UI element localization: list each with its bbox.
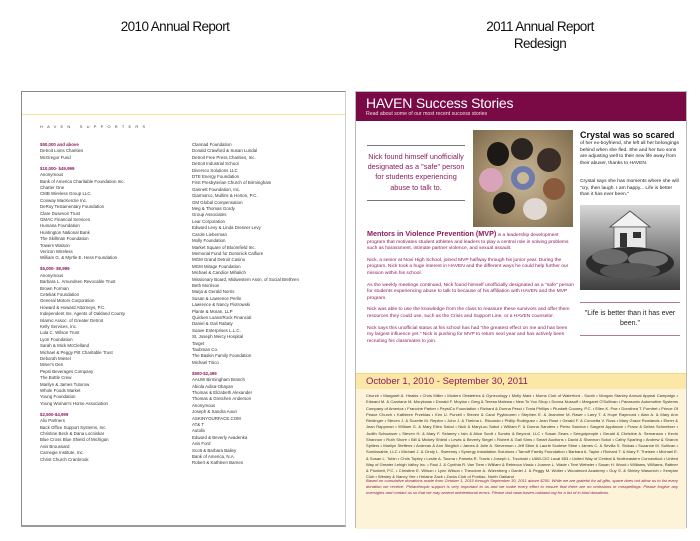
story-paragraph: Nick, a senior at Novi High School, joined MVP halfway through his junior year. During the program, Nick took a huge interest in HAVEN and the different ways he could help further our mission within his school.: [367, 257, 569, 276]
mvp-lead-text: is a leadership development program that motivates student athletes and leaders to play a central role in solving problems such as harassment, intimate partner violence, and sexual assault.: [367, 233, 569, 252]
supporter-name: Sarah & Mick McClelland: [40, 343, 90, 349]
supporter-name: Avis Ford: [192, 441, 211, 447]
supporter-name: Ceteliak Foundation: [40, 291, 80, 297]
supporter-name: GM Global Compensation: [192, 199, 243, 205]
supporter-name: Gannett Foundation, Inc.: [192, 186, 241, 192]
supporter-name: Islamic Assoc. of Greater Detroit: [40, 317, 103, 323]
right-report-title: [450, 18, 630, 52]
supporter-name: The Skillman Foundation: [40, 236, 89, 242]
crystal-story-text: of her ex-boyfriend, she left all her belongings behind when she fled. She and her two sons are adjusting well to their new life away from their abuser, thanks to HAVEN.: [580, 141, 679, 166]
supporter-name: DeRoy Testamentary Foundation: [40, 204, 105, 210]
supporter-name: Robert & Kathleen Barnes: [192, 460, 244, 466]
crystal-story-quote-text: Crystal says she has moments where she will "cry, then laugh. I am happy... Life is better than it has ever been.": [580, 179, 679, 197]
mvp-lead: Mentors in Violence Prevention (MVP): [367, 229, 497, 238]
supporter-name: Molly Foundation: [192, 238, 226, 244]
page-2011-redesign: [355, 91, 687, 528]
supporter-name: Edward & Beverly Avadenka: [192, 434, 248, 440]
supporter-name: Michael Tirico: [192, 359, 219, 365]
donor-section: [356, 373, 686, 529]
supporter-name: Lyon Foundation: [40, 336, 73, 342]
crystal-pull-quote: "Life is better than it has ever been.": [580, 302, 680, 336]
supporter-name: Anonymous: [40, 272, 64, 278]
supporters-column-1: [40, 142, 190, 463]
hands-house-photo: [580, 205, 680, 290]
supporter-name: Lawrence & Nancy Piotrowski: [192, 302, 251, 308]
supporter-name: Pepsi Beverages Company: [40, 368, 94, 374]
supporter-name: Market Square of Bloomfield Inc.: [192, 244, 256, 250]
supporter-name: General Motors Corporation: [40, 298, 95, 304]
supporter-name: Marja & Gerald Norris: [192, 289, 235, 295]
supporter-name: Lula C. Wilson Trust: [40, 330, 80, 336]
nick-pull-quote: Nick found himself unofficially designated as a "safe" person for students experiencing abuse to talk to.: [367, 145, 465, 201]
supporter-name: Autoliv: [192, 428, 206, 434]
supporter-name: Clare Dusevoir Trust: [40, 210, 81, 216]
supporter-name: Deborah Miesel: [40, 356, 71, 361]
supporter-name: Miner's Den: [40, 362, 64, 368]
story-paragraph: Nick says this unofficial status at his school has had "the greatest effect on me and has been my largest influence yet." Nick is pushing for MVP to return next year and has actively been recruiting his classmates to join.: [367, 325, 568, 344]
supporter-name: Anonymous: [40, 172, 64, 178]
supporter-name: MGM Grand Detroit Casino: [192, 257, 246, 263]
mvp-story: [367, 231, 574, 350]
group-photo: [473, 130, 573, 227]
supporter-name: Giarmarco, Mullins & Horton, P.C.: [192, 193, 258, 199]
supporter-name: Target: [192, 340, 205, 346]
supporter-name: Brown Forman: [40, 285, 69, 291]
supporter-name: Detroit Industrial School: [192, 161, 239, 167]
supporter-name: Bank of America, N.A.: [192, 454, 235, 459]
supporter-name: Thomas & Gretchen Anderson: [192, 396, 252, 402]
supporter-name: Memorial Fund for Dominick Calfiore: [192, 250, 264, 256]
supporter-name: Diversco Solutions LLC: [192, 167, 238, 173]
supporter-name: Thomas & Elizabeth Alexander: [192, 389, 253, 395]
supporter-name: Detroit Lions Charities: [40, 148, 84, 154]
supporter-name: The Bottle Crew: [40, 375, 72, 381]
banner-subtitle: Read about some of our most recent success stories: [366, 111, 488, 117]
supporter-name: Verizon Wireless: [40, 249, 73, 254]
supporter-name: Anonymous: [192, 402, 216, 408]
supporter-name: Blue Cross Blue Shield of Michigan: [40, 437, 109, 443]
supporter-name: MGM Mirage Foundation: [192, 263, 241, 269]
supporter-name: Marilyn & James Tutorow: [40, 381, 90, 387]
tier-heading: $50,000 and above: [40, 142, 79, 147]
supporter-name: Michael & Peggy Pitt Charitable Trust: [40, 349, 113, 355]
supporter-name: Beth Morrison: [192, 282, 220, 288]
supporter-name: Susan & Lawrence Perlin: [192, 295, 242, 301]
supporter-name: Huntington National Bank: [40, 229, 90, 235]
supporter-name: GMAC Financial Services: [40, 216, 91, 222]
supporter-name: Plante & Moran, LLP: [192, 308, 233, 314]
supporter-name: Carnegie Institute, Inc.: [40, 450, 84, 456]
supporter-name: AAUW Birmingham Branch: [192, 377, 245, 383]
supporter-name: Clannad Foundation: [192, 142, 232, 147]
supporter-name: DTE Energy Foundation: [192, 174, 240, 180]
supporter-name: Back Office Support Systems, Inc.: [40, 424, 107, 430]
supporter-name: Conway MacKenzie Inc.: [40, 197, 88, 203]
donor-heading-bar: [356, 374, 686, 389]
supporter-name: First Presbyterian Church of Birmingham: [192, 180, 272, 186]
supporter-name: The Baskin Family Foundation: [192, 353, 252, 359]
supporter-name: Detroit Free Press Charities, Inc.: [192, 154, 256, 160]
supporter-name: AT& T: [192, 421, 205, 427]
right-title-line1: 2011 Annual Report: [486, 19, 594, 34]
supporter-name: Christ Church Cranbrook: [40, 456, 89, 462]
supporter-name: St. Joseph Mercy Hospital: [192, 334, 244, 340]
supporters-heading: HAVEN SUPPORTERS: [40, 124, 150, 129]
supporter-name: Avis Broussard: [40, 443, 70, 449]
supporter-name: Christine Beck & Dana Locniskar: [40, 430, 105, 436]
supporter-name: Humana Foundation: [40, 223, 80, 229]
supporter-name: Kelly Services, Inc.: [40, 323, 78, 329]
supporter-name: Edward Levy & Linda Dresner Levy: [192, 225, 261, 231]
supporter-name: William G. & Myrtle E. Hess Foundation: [40, 255, 118, 261]
supporter-name: Bank of America Charitable Foundation Inc.: [40, 178, 125, 184]
supporter-name: Soave Enterprises L.L.C.: [192, 327, 241, 333]
supporter-name: Whole Foods Market: [40, 388, 81, 394]
supporter-name: Lear Corporation: [192, 218, 225, 224]
supporter-name: CMB Wireless Group LLC.: [40, 191, 92, 197]
supporter-name: Joseph & Sandra Aoun: [192, 409, 237, 415]
supporter-name: Charter One: [40, 184, 65, 190]
supporter-name: Carole Lieberman: [192, 231, 227, 237]
supporter-name: Barbara L. Amundsen Revocable Trust: [40, 279, 116, 285]
story-paragraph: As the weekly meetings continued, Nick found himself unofficially designated as a "safe" person for students experiencing abuse to talk to because of his affiliation with HAVEN and the MVP program.: [367, 282, 575, 301]
tier-heading: $5,000- $9,999: [40, 266, 70, 272]
donor-footnote: Based on cumulative donations made from October 1, 2010 through September 30, 2011 above $250. While we are grateful for all gifts, space does not allow us to list every donation we receive. Philanthropic support is very important to us and we make every effort to ensure that there are no omissions or misspellings. Please forgive any oversights and contact us so that we may amend unintentional errors. Please visit www.haven-oakland.org for a list of in-kind donations.: [366, 478, 678, 496]
supporter-name: Michael & Candice Mihalich: [192, 270, 246, 276]
house-in-hands-icon: [580, 205, 680, 290]
supporter-name: Taubman Co.: [192, 347, 219, 352]
supporter-name: Scott & Barbara Bailey: [192, 447, 237, 453]
supporter-name: McGregor Fund: [40, 154, 71, 160]
supporter-name: Donald Crawford & Susan Lundal: [192, 148, 258, 154]
supporter-name: ASKINYOURFACE.COM: [192, 415, 241, 421]
supporter-name: Daniel & Gail Rabaty: [192, 321, 233, 327]
supporter-name: Meg & Thomas Gordy: [192, 206, 235, 212]
donor-period-title: October 1, 2010 - September 30, 2011: [366, 376, 528, 387]
header-rule: [22, 114, 345, 115]
banner-title: HAVEN Success Stories: [366, 95, 514, 111]
success-stories-banner: [356, 92, 686, 121]
right-title-line2: Redesign: [513, 36, 567, 51]
tier-heading: $500-$2,499: [192, 370, 217, 376]
crystal-story-title: Crystal was so scared: [580, 130, 675, 140]
tier-heading: $10,000- $49,999: [40, 165, 75, 171]
left-report-title: 2010 Annual Report: [120, 19, 230, 34]
story-paragraph: Nick was able to use the knowledge from the class to reassure these survivors and offer them resources they could use, such as the Crisis and Support Line, or a HAVEN counselor.: [367, 307, 570, 319]
page-2010-supporters: [21, 91, 346, 527]
supporters-column-2: [192, 142, 342, 467]
supporter-name: Alix Partners: [40, 418, 65, 424]
supporter-name: Missionary Board, Midwestern Assn. of Social Brethren: [192, 276, 299, 282]
supporter-name: Towers Watson: [40, 242, 70, 248]
supporter-name: Young Foundation: [40, 394, 76, 400]
supporter-name: Young Woman's Home Association: [40, 400, 108, 406]
supporter-name: Howard & Howard Attorneys, P.C.: [40, 304, 106, 310]
supporter-name: Abiola Adisa-Obayan: [192, 383, 234, 389]
donor-list: Church • Margaret A. Heakis • Chris Miller • Modern Obstetrics & Gynecology • Molly Maid • Moms Club of Waterford - South • Morgan Stanley Annual Appeal Campaign • Edward M. & Carolane M. Morykwas • Donald F. Moylan • Greg & Teresa Malewa • New To You Shop • Donna Nussoff • Margaret O'Sullivan • Panasonic Automotive Systems Company of America • Francine Parker • PepsiCo Foundation • Richard & Donna Pesci • Tonia Phillips • Plunkett Cooney, P.C. • Ellen K. Poe • Dorothea T. Pomfret • Prince Of Peace Church • Kathleen Przeklas • Kim U. Purcell • Steven & Carol Pyykkonen • Stephen E. & Jeannine M. Rawe • Larry T. & Hope Raymond • Alan A. & Mary Ann Reidinger • Steven J. & Suzette M. Repitor • John J. & Thelma L. Riccardo • Phillip Rodriguez • Jean Rose • Gerald F. & Concetta V. Ross • Mary Grace Rowlands • Elmer & Jean Rappman • William G. & Mary Ellen Sabol • Nick & MaryLou Sabol • William F. & Donna Sanders • Pietro Sarcina • Sargent Appliance • Franz & Debra Schneitzer • Judith Schwarzer • Steven H. & Mary F. Selaney • Iain & Alice Scott • Scrubs & Beyond, LLC • Susan Sears • Seegotpeople • Gerald & Christine A. Semanson • Kevin Shannon • Ruth Shore • Bill & Mickey Shield • Lewis & Beverly Siegel • Robert & Gail Sims • Smart Auctions • David & Shannon Sokol • Cathy Sparling • Andrew & Sharon Spillers • Marilyn Steffens • Andreas & Ann Steglich • James & Julie A. Stevenson • Jeff Stine & Laurie Scotese Stine • James C. & Sevilla S. Stokas • Suzanne M. Sullivan • Sunkissable, LLC • Michael J. & Cindy L. Sweeney • Synergy Installation Solutions • Tarnoff Family Foundation • Barbara A. Taylor • Richard T. & Mary F. Theisen • Michael E. & Susan L. Tobin • Chris Topley • Leslie A. Touma • Pamela R. Travis • Joseph L. Trzcinski • UAW-CIO Local 653 • United Way of Central & Northeastern Connecticut • United Way of Greater Lehigh Valley Inc. • Paul J. & Cynthia R. Van Tiem • William & Rebecca Vlasic • Joanne L. Wade • Terri Webster • Susan H. Wood • Williams, Williams, Rattner & Plunkett, P.C. • Christine E. Wilson • Lynn Wilson • Theodore A. Wizenberg • Daniel J. & Peggy M. Wolter • Woodmont Academy • Guy S. & Shirley Wasonich • Xemplar Club • Wesley & Nancy Yee • Helaine Zack • Zonta Club of Pontiac- North Oakland: [366, 393, 679, 480]
supporter-name: Group Associates: [192, 212, 227, 218]
supporter-name: Quicken Loans/Rock Financial: [192, 314, 252, 320]
tier-heading: $2,500-$4,999: [40, 411, 69, 417]
supporter-name: Independent Ins. Agents of Oakland County: [40, 311, 125, 317]
